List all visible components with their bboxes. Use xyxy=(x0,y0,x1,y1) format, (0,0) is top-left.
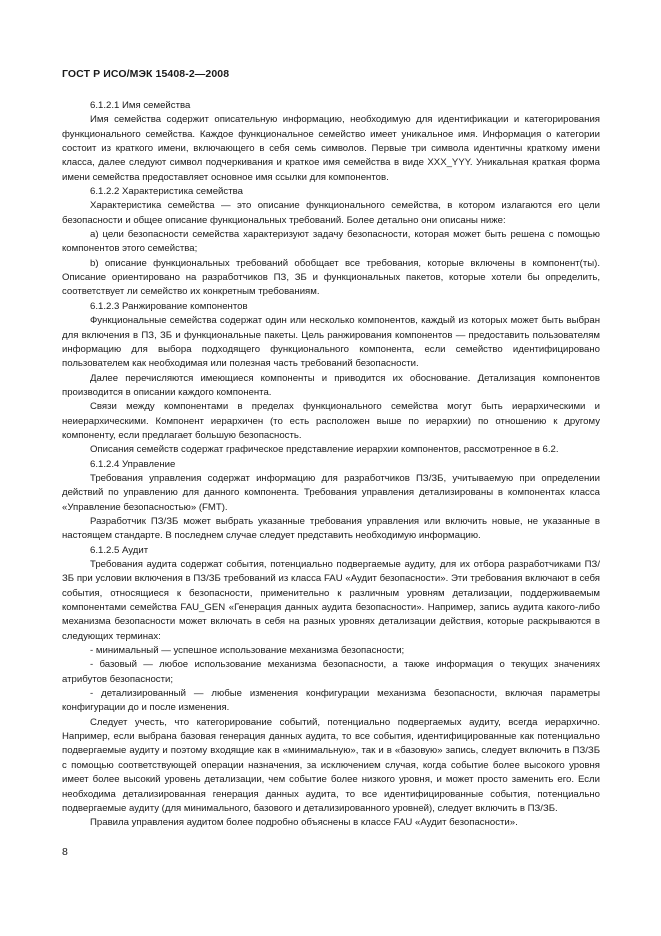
paragraph: Характеристика семейства — это описание функционального семейства, в котором излагаются его цели безопасности и общее описание функциональных требований. Более детально они описаны ниже: xyxy=(62,200,600,226)
paragraph: Требования управления содержат информацию для разработчиков ПЗ/ЗБ, учитываемую при определении действий по управлению для данного компонента. Требования управления детализированы в компонентах класса «Управление безопасностью» (FMT). xyxy=(62,472,600,513)
heading-family-behaviour: 6.1.2.2 Характеристика семейства xyxy=(90,186,243,198)
list-item: - детализированный — любые изменения конфигурации механизма безопасности, включая параметры конфигурации до и после изменения. xyxy=(62,688,600,714)
paragraph: Правила управления аудитом более подробно объяснены в классе FAU «Аудит безопасности». xyxy=(90,817,518,829)
list-item: а) цели безопасности семейства характеризуют задачу безопасности, которая может быть решена с помощью компонентов этого семейства; xyxy=(62,229,600,255)
paragraph: Следует учесть, что категорирование событий, потенциально подвергаемых аудиту, всегда иерархично. Например, если выбрана базовая генерация данных аудита, то все события, идентифицированные как потенциально подвергаемые аудиту и поэтому входящие как в «минимальную», так и в «базовую» запись, следует включить в ПЗ/ЗБ с помощью соответствующей операции назначения, за исключением случая, когда событие более высокого уровня имеет более высокий уровень детализации, чем событие более низкого уровня, и может просто заменить его. Если необходима детализированная генерация данных аудита, то все идентифицированные события, потенциально подвергаемые аудиту (для минимального, базового и детализированного уровней), следует включить в ПЗ/ЗБ. xyxy=(62,716,600,814)
paragraph: Имя семейства содержит описательную информацию, необходимую для идентификации и категорирования функционального семейства. Каждое функциональное семейство имеет уникальное имя. Информация о категории состоит из краткого имени, включающего в себя семь символов. Первые три символа идентичны краткому имени класса, далее следуют символ подчеркивания и краткое имя семейства в виде XXX_YYY. Уникальная краткая форма имени семейства предоставляет основное имя ссылки для компонентов. xyxy=(62,114,600,183)
paragraph: Требования аудита содержат события, потенциально подвергаемые аудиту, для их отбора разработчиками ПЗ/ЗБ при условии включения в ПЗ/ЗБ требований из класса FAU «Аудит безопасности». Эти требования включают в себя события, относящиеся к безопасности, применительно к различным уровням детализации, поддерживаемым компонентами семейства FAU_GEN «Генерация данных аудита безопасности». Например, запись аудита какого-либо механизма безопасности может включать в себя на разных уровнях детализации действия, которые раскрываются в следующих терминах: xyxy=(62,559,600,642)
paragraph: Описания семейств содержат графическое представление иерархии компонентов, рассмотренное в 6.2. xyxy=(90,444,559,456)
heading-management: 6.1.2.4 Управление xyxy=(90,458,176,470)
document-header: ГОСТ Р ИСО/МЭК 15408-2—2008 xyxy=(62,68,230,80)
document-body xyxy=(62,99,600,831)
list-item: - базовый — любое использование механизма безопасности, а также информация о текущих значениях атрибутов безопасности; xyxy=(62,659,600,685)
paragraph: Связи между компонентами в пределах функционального семейства могут быть иерархическими и неиерархическими. Компонент иерархичен (то есть расположен выше по иерархии) по отношению к другому компоненту, если предлагает большую безопасность. xyxy=(62,401,600,441)
paragraph: Функциональные семейства содержат один или несколько компонентов, каждый из которых может быть выбран для включения в ПЗ, ЗБ и функциональные пакеты. Цель ранжирования компонентов — предоставить пользователям информацию для выбора подходящего функционального компонента, если семейство идентифицировано пользователем как необходимая или полезная часть требований безопасности. xyxy=(62,315,600,370)
page-number: 8 xyxy=(62,846,68,858)
heading-component-levelling: 6.1.2.3 Ранжирование компонентов xyxy=(90,300,248,312)
list-item: b) описание функциональных требований обобщает все требования, которые включены в компонент(ты). Описание ориентировано на разработчиков ПЗ, ЗБ и функциональных пакетов, которые хотели бы определить, соответствует ли семейство их конкретным требованиям. xyxy=(62,257,600,298)
heading-family-name: 6.1.2.1 Имя семейства xyxy=(90,100,191,111)
paragraph: Далее перечисляются имеющиеся компоненты и приводится их обоснование. Детализация компонентов производится в описании каждого компонента. xyxy=(62,372,600,398)
list-item: - минимальный — успешное использование механизма безопасности; xyxy=(90,645,405,657)
paragraph: Разработчик ПЗ/ЗБ может выбрать указанные требования управления или включить новые, не указанные в настоящем стандарте. В последнем случае следует представить необходимую информацию. xyxy=(62,515,600,542)
heading-audit: 6.1.2.5 Аудит xyxy=(90,544,149,556)
